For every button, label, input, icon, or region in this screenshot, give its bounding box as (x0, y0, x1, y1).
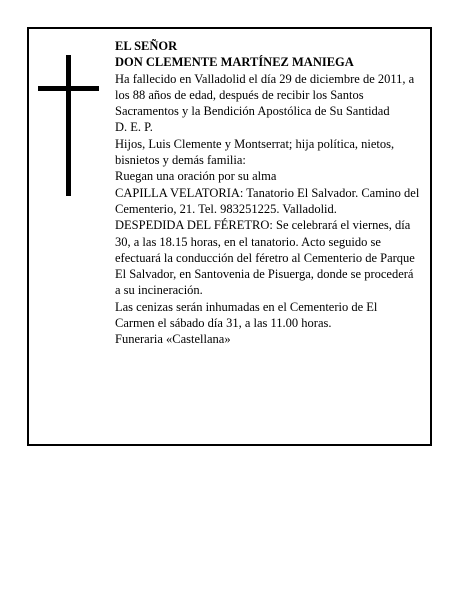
farewell-info: DESPEDIDA DEL FÉRETRO: Se celebrará el viernes, día 30, a las 18.15 horas, en el tanatorio. Acto seguido se efectuará la conducción del féretro al Cementerio de Parque El Salvador, en Santovenia de Pisuerga, donde se procederá a su incineración. (115, 218, 415, 298)
prayer-request: Ruegan una oración por su alma (115, 169, 277, 184)
death-announcement: Ha fallecido en Valladolid el día 29 de diciembre de 2011, a los 88 años de edad, después de recibir los Santos Sacramentos y la Bendición Apostólica de Su Santidad (115, 71, 415, 119)
rip-text: D. E. P. (115, 120, 153, 135)
obituary-text-block (115, 38, 420, 348)
chapel-info: CAPILLA VELATORIA: Tanatorio El Salvador. Camino del Cementerio, 21. Tel. 983251225. Valladolid. (115, 185, 420, 216)
funeral-home: Funeraria «Castellana» (115, 332, 231, 347)
cross-horizontal-bar (38, 86, 99, 91)
ashes-info: Las cenizas serán inhumadas en el Cementerio de El Carmen el sábado día 31, a las 11.00 horas. (115, 299, 378, 331)
cross-icon (38, 55, 99, 196)
family-text: Hijos, Luis Clemente y Montserrat; hija política, nietos, bisnietos y demás familia: (115, 136, 395, 168)
deceased-name: DON CLEMENTE MARTÍNEZ MANIEGA (115, 55, 354, 70)
notice-title: EL SEÑOR (115, 39, 178, 53)
cross-vertical-bar (66, 55, 71, 196)
